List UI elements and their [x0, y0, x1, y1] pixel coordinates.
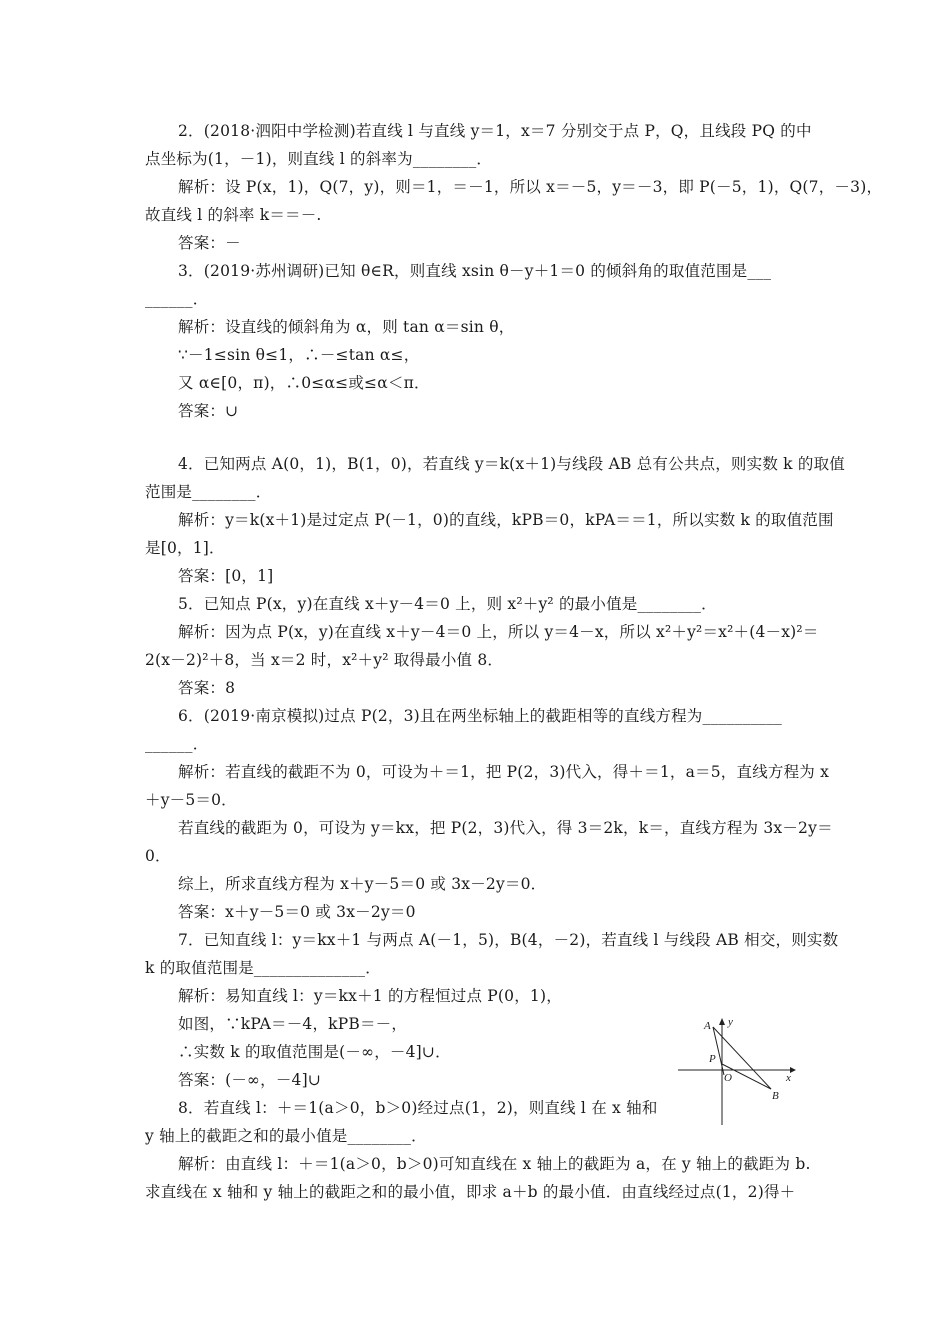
x-axis-arrow [790, 1067, 796, 1073]
text-line: 2(x－2)²＋8，当 x＝2 时，x²＋y² 取得最小值 8． [145, 651, 504, 669]
text-line: 是[0，1]． [145, 539, 225, 557]
text-line: 8．若直线 l：＋＝1(a＞0，b＞0)经过点(1，2)，则直线 l 在 x 轴和 [178, 1099, 658, 1117]
label-a: A [704, 1020, 711, 1032]
text-line: 求直线在 x 轴和 y 轴上的截距之和的最小值，即求 a＋b 的最小值．由直线经过点(1，2)得＋ [145, 1183, 796, 1201]
coordinate-figure [676, 1015, 796, 1125]
label-x: x [786, 1072, 791, 1084]
text-line: 答案：[0，1] [178, 567, 274, 585]
label-y: y [728, 1016, 733, 1028]
text-line: ＋y－5＝0． [145, 791, 237, 809]
text-line: 7．已知直线 l：y＝kx＋1 与两点 A(－1，5)，B(4，－2)，若直线 l 与线段 AB 相交，则实数 [178, 931, 839, 949]
text-line: 3．(2019·苏州调研)已知 θ∈R，则直线 xsin θ－y＋1＝0 的倾斜角的取值范围是___ [178, 262, 772, 280]
label-p: P [709, 1053, 716, 1065]
text-line: 6．(2019·南京模拟)过点 P(2，3)且在两坐标轴上的截距相等的直线方程为__________ [178, 707, 783, 725]
text-line: y 轴上的截距之和的最小值是________． [145, 1127, 427, 1145]
text-line: 2．(2018·泗阳中学检测)若直线 l 与直线 y＝1，x＝7 分别交于点 P，Q，且线段 PQ 的中 [178, 122, 812, 140]
label-b: B [772, 1090, 779, 1102]
text-line: ∴实数 k 的取值范围是(－∞，－4]∪． [178, 1043, 451, 1061]
text-line: 又 α∈[0，π)，∴0≤α≤或≤α＜π． [178, 374, 430, 392]
text-line: 答案：8 [178, 679, 236, 697]
text-line: 解析：因为点 P(x，y)在直线 x＋y－4＝0 上，所以 y＝4－x，所以 x²＋y²＝x²＋(4－x)²＝ [178, 623, 819, 641]
text-line: 答案：－ [178, 234, 241, 252]
text-line: 解析：y＝k(x＋1)是过定点 P(－1，0)的直线，kPB＝0，kPA＝＝1，所以实数 k 的取值范围 [178, 511, 834, 529]
text-line: 解析：设 P(x，1)，Q(7，y)，则＝1，＝－1，所以 x＝－5，y＝－3，即 P(－5，1)，Q(7，－3)， [178, 178, 883, 196]
text-line: ______． [145, 290, 209, 308]
text-line: 若直线的截距为 0，可设为 y＝kx，把 P(2，3)代入，得 3＝2k，k＝，直线方程为 3x－2y＝ [178, 819, 833, 837]
text-line: 解析：设直线的倾斜角为 α，则 tan α＝sin θ， [178, 318, 515, 336]
text-line: 4．已知两点 A(0，1)，B(1，0)，若直线 y＝k(x＋1)与线段 AB 总有公共点，则实数 k 的取值 [178, 455, 845, 473]
text-line: ______． [145, 735, 209, 753]
text-line: 点坐标为(1，－1)，则直线 l 的斜率为________． [145, 150, 493, 168]
text-line: 解析：易知直线 l：y＝kx＋1 的方程恒过点 P(0，1)， [178, 987, 562, 1005]
text-line: 如图，∵kPA＝－4，kPB＝－， [178, 1015, 408, 1033]
text-line: ∵－1≤sin θ≤1，∴－≤tan α≤， [178, 346, 420, 364]
label-o: O [724, 1072, 732, 1084]
text-line: 解析：由直线 l：＋＝1(a＞0，b＞0)可知直线在 x 轴上的截距为 a，在 y 轴上的截距为 b. [178, 1155, 811, 1173]
text-line: 答案：(－∞，－4]∪ [178, 1071, 322, 1089]
text-line: 答案：x＋y－5＝0 或 3x－2y＝0 [178, 903, 416, 921]
text-line: 5．已知点 P(x，y)在直线 x＋y－4＝0 上，则 x²＋y² 的最小值是________． [178, 595, 717, 613]
text-line: 范围是________． [145, 483, 272, 501]
text-line: 0． [145, 847, 171, 865]
y-axis-arrow [719, 1018, 725, 1025]
text-line: 综上，所求直线方程为 x＋y－5＝0 或 3x－2y＝0． [178, 875, 547, 893]
figure-svg [676, 1015, 796, 1125]
text-line: 答案：∪ [178, 402, 239, 420]
text-line: k 的取值范围是______________． [145, 959, 381, 977]
text-line: 故直线 l 的斜率 k＝＝－. [145, 206, 322, 224]
text-line: 解析：若直线的截距不为 0，可设为＋＝1，把 P(2，3)代入，得＋＝1，a＝5，直线方程为 x [178, 763, 830, 781]
